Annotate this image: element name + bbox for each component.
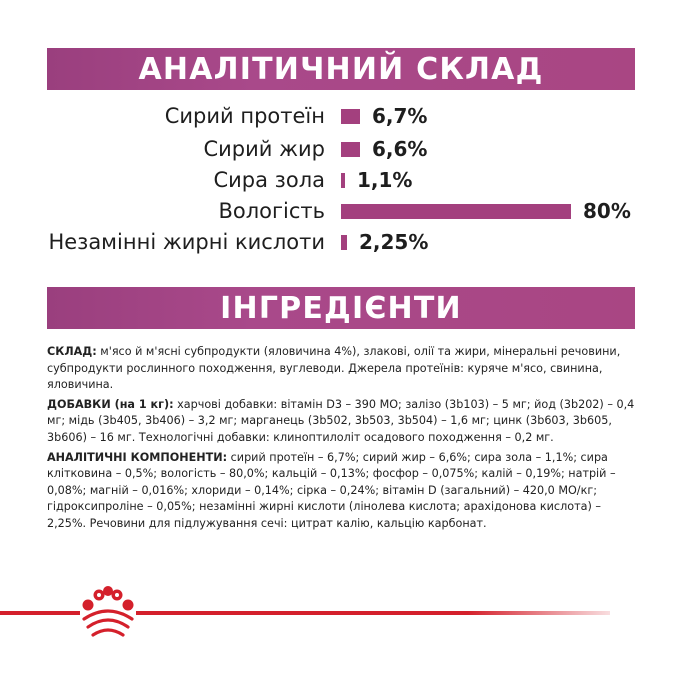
nutrient-value: 6,6%: [372, 137, 428, 161]
nutrient-bar: [341, 173, 345, 188]
nutrient-value: 6,7%: [372, 104, 428, 128]
composition-text: м'ясо й м'ясні субпродукти (яловичина 4%), злакові, олії та жири, мінеральні речовини, субпродукти рослинного походження, вуглеводи. Джерела протеїнів: куряче м'ясо, свинина, яловичина.: [47, 345, 621, 392]
nutrient-bar: [341, 235, 347, 250]
nutrient-value: 2,25%: [359, 230, 429, 254]
nutrient-row-fat: [0, 134, 682, 164]
analytical-composition-header: [47, 48, 635, 90]
analytical-components-label: АНАЛІТИЧНІ КОМПОНЕНТИ:: [47, 450, 228, 464]
nutrient-row-ash: [0, 165, 682, 195]
nutrient-label: Вологість: [218, 199, 325, 223]
nutrient-bar: [341, 204, 571, 219]
nutrient-value: 1,1%: [357, 168, 413, 192]
footer-red-line-left: [0, 611, 80, 615]
additives-text: харчові добавки: вітамін D3 – 390 МО; залізо (3b103) – 5 мг; йод (3b202) – 0,4 мг; мідь (3b405, 3b406) – 3,2 мг; марганець (3b502, 3b503, 3b504) – 1,6 мг; цинк (3b603, 3b605, 3b606) – 16 мг. Технологічні добавки: клиноптилоліт осадового походження – 0,2 мг.: [47, 397, 635, 444]
nutrient-row-essential-fatty-acids: [0, 227, 682, 257]
analytical-composition-title: АНАЛІТИЧНИЙ СКЛАД: [138, 51, 544, 87]
analytical-components-text: сирий протеїн – 6,7%; сирий жир – 6,6%; сира зола – 1,1%; сира клітковина – 0,5%; вологість – 80,0%; кальцій – 0,13%; фосфор – 0,075%; калій – 0,19%; натрій – 0,08%; магній – 0,016%; хлориди – 0,14%; сірка – 0,24%; вітамін D (загальний) – 420,0 МО/кг; гідроксипроліне – 0,05%; незамінні жирні кислоти (лінолева кислота; арахідонова кислота) – 2,25%. Речовини для підлужування сечі: цитрат калію, кальцію карбонат.: [47, 450, 616, 530]
ingredients-title: ІНГРЕДІЄНТИ: [220, 290, 462, 326]
additives-paragraph: [47, 397, 637, 447]
royal-canin-crown-icon: [78, 585, 138, 640]
nutrient-bar: [341, 142, 360, 157]
nutrient-label: Сирий жир: [203, 137, 325, 161]
nutrient-bar: [341, 109, 360, 124]
analytical-components-paragraph: [47, 450, 637, 533]
ingredients-header: [47, 287, 635, 329]
nutrient-label: Сирий протеїн: [164, 104, 325, 128]
additives-label: ДОБАВКИ (на 1 кг):: [47, 397, 174, 411]
ingredients-text-block: [47, 344, 637, 536]
nutrient-label: Незамінні жирні кислоти: [48, 230, 325, 254]
nutrient-row-protein: [0, 101, 682, 131]
composition-label: СКЛАД:: [47, 345, 97, 358]
composition-paragraph: [47, 344, 637, 394]
nutrient-label: Сира зола: [213, 168, 325, 192]
nutrient-row-moisture: [0, 196, 682, 226]
nutrient-value: 80%: [583, 199, 631, 223]
footer-red-line-right: [136, 611, 610, 615]
